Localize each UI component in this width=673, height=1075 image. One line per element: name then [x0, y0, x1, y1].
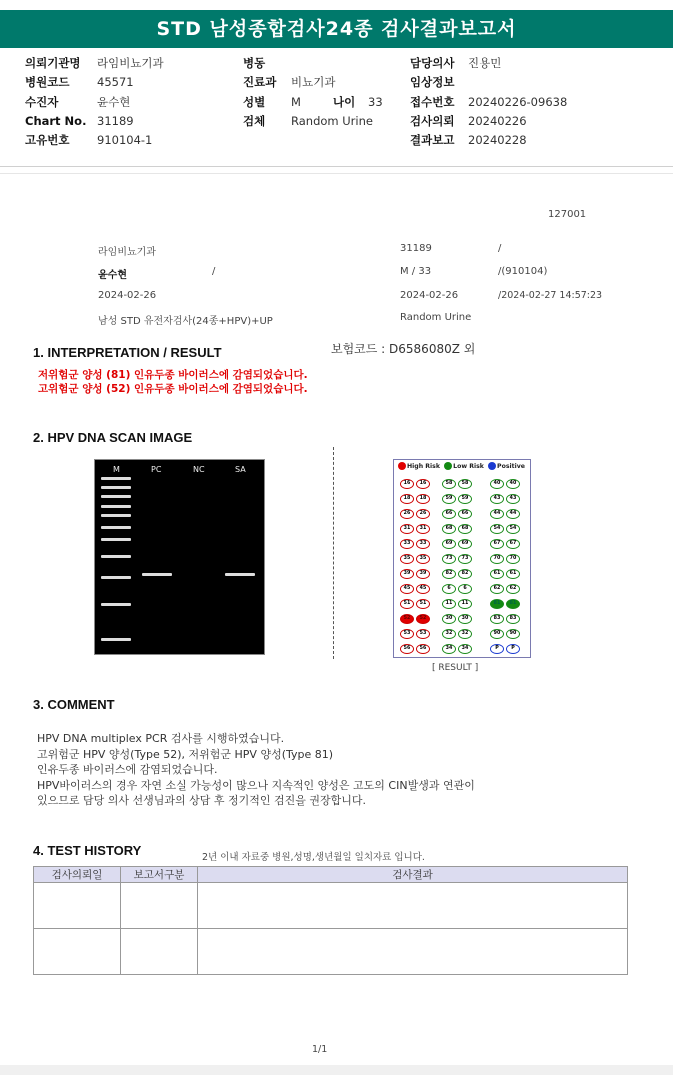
history-table	[33, 866, 628, 975]
hpv-probe-spot: 67	[506, 539, 520, 549]
hpv-probe-spot: 40	[490, 479, 504, 489]
comment-line: HPV바이러스의 경우 자연 소실 가능성이 많으나 지속적인 양성은 고도의 CIN발생과 연관이	[37, 778, 475, 792]
sample-band	[225, 573, 255, 576]
hpv-probe-spot: 34	[442, 644, 456, 654]
hpv-probe-spot: 26	[416, 509, 430, 519]
lane-label: PC	[151, 465, 162, 474]
hpv-probe-spot: 83	[490, 614, 504, 624]
marker-band	[101, 505, 131, 508]
section-history-title: 4. TEST HISTORY	[33, 843, 142, 858]
chip-legend	[396, 462, 525, 470]
hpv-probe-spot: 53	[400, 629, 414, 639]
hpv-probe-spot: 16	[416, 479, 430, 489]
hpv-probe-spot: 43	[506, 494, 520, 504]
hpv-probe-spot: 11	[442, 599, 456, 609]
header-col-2	[243, 54, 383, 131]
hpv-probe-spot: 73	[458, 554, 472, 564]
hpv-probe-spot: 59	[458, 494, 472, 504]
header-value: 45571	[97, 75, 134, 90]
hpv-probe-spot: 16	[400, 479, 414, 489]
info-test: 남성 STD 유전자검사(24종+HPV)+UP	[98, 316, 273, 327]
hpv-probe-spot: 33	[400, 539, 414, 549]
marker-band	[101, 638, 131, 641]
header-label: 접수번호	[410, 94, 455, 109]
hpv-probe-spot: 51	[416, 599, 430, 609]
marker-band	[101, 538, 131, 541]
info-clinic: 라임비뇨기과	[98, 247, 156, 258]
hpv-probe-spot: 11	[458, 599, 472, 609]
pc-band	[142, 573, 172, 576]
hpv-probe-spot: 18	[400, 494, 414, 504]
hpv-probe-spot: 51	[400, 599, 414, 609]
info-date: 2024-02-26	[400, 290, 459, 301]
hpv-probe-spot: 45	[400, 584, 414, 594]
history-note: 2년 이내 자료중 병원,성명,생년월일 일치자료 입니다.	[202, 852, 425, 863]
age-label: 나이	[333, 94, 356, 109]
hpv-probe-spot: 31	[400, 524, 414, 534]
info-patient: 윤수현	[98, 270, 127, 281]
marker-band	[101, 576, 131, 579]
hpv-probe-spot: 90	[490, 629, 504, 639]
comment-text	[37, 731, 475, 809]
hpv-probe-spot: 68	[458, 524, 472, 534]
hpv-probe-spot: 26	[400, 509, 414, 519]
hpv-probe-spot: 82	[442, 569, 456, 579]
hpv-probe-spot: 83	[506, 614, 520, 624]
hpv-probe-spot: 30	[458, 614, 472, 624]
header-label: 병동	[243, 56, 266, 70]
hpv-probe-spot: 70	[506, 554, 520, 564]
legend-positive: Positive	[497, 463, 525, 470]
hpv-probe-spot: 30	[442, 614, 456, 624]
legend-low: Low Risk	[453, 463, 484, 470]
header-value: 비뇨기과	[291, 75, 336, 90]
section-comment-title: 3. COMMENT	[33, 697, 115, 712]
header-value: 20240228	[468, 133, 527, 148]
hpv-probe-spot: 61	[506, 569, 520, 579]
comment-line: HPV DNA multiplex PCR 검사를 시행하였습니다.	[37, 732, 285, 745]
info-chart: 31189	[400, 243, 432, 254]
header-label: 진료과	[243, 75, 277, 90]
comment-line: 고위험군 HPV 양성(Type 52), 저위험군 HPV 양성(Type 81)	[37, 747, 334, 761]
hpv-dna-chip	[393, 459, 531, 658]
hpv-probe-spot: 34	[458, 644, 472, 654]
hpv-probe-spot: 33	[416, 539, 430, 549]
header-label: 의뢰기관명	[25, 56, 81, 70]
header-label: 결과보고	[410, 133, 455, 148]
info-sex-age: M / 33	[400, 266, 432, 277]
report-title: STD 남성종합검사24종 검사결과보고서	[0, 10, 673, 48]
header-label: 고유번호	[25, 133, 70, 148]
legend-high: High Risk	[407, 463, 440, 470]
hpv-probe-spot: 54	[506, 524, 520, 534]
hpv-probe-spot: 53	[416, 629, 430, 639]
info-date: 2024-02-26	[98, 290, 157, 301]
hpv-probe-spot: 35	[400, 554, 414, 564]
hpv-probe-spot: 39	[416, 569, 430, 579]
hpv-probe-spot: 40	[506, 479, 520, 489]
hpv-probe-spot: 61	[490, 569, 504, 579]
hpv-probe-spot: 32	[458, 629, 472, 639]
hpv-probe-spot: 62	[506, 584, 520, 594]
hpv-probe-spot: 45	[416, 584, 430, 594]
header-value: 라임비뇨기과	[97, 56, 164, 70]
header-divider-2	[0, 173, 673, 174]
table-row	[34, 929, 628, 975]
marker-band	[101, 486, 131, 489]
hpv-probe-spot: 35	[416, 554, 430, 564]
header-value: Random Urine	[291, 113, 373, 128]
header-value: 진용민	[468, 56, 502, 70]
hpv-probe-spot: 6	[458, 584, 472, 594]
hpv-probe-spot: P	[506, 644, 520, 654]
header-label: 임상정보	[410, 75, 455, 90]
hpv-probe-spot: 56	[416, 644, 430, 654]
positive-dot-icon	[488, 462, 496, 470]
header-label: 수진자	[25, 94, 59, 109]
table-row	[34, 883, 628, 929]
hpv-probe-spot: 18	[416, 494, 430, 504]
header-label: Chart No.	[25, 113, 87, 128]
info-specimen: Random Urine	[400, 312, 472, 323]
hpv-probe-spot: 43	[490, 494, 504, 504]
header-label: 담당의사	[410, 56, 455, 70]
hpv-probe-spot: 39	[400, 569, 414, 579]
hpv-probe-spot: 56	[400, 644, 414, 654]
age-value: 33	[368, 94, 383, 109]
result-line: 고위험군 양성 (52) 인유두종 바이러스에 감염되었습니다.	[38, 383, 308, 395]
history-col-header: 보고서구분	[121, 867, 198, 883]
hpv-probe-spot: 6	[442, 584, 456, 594]
history-col-header: 검사의뢰일	[34, 867, 121, 883]
hpv-probe-spot: 66	[458, 509, 472, 519]
hpv-probe-spot: 82	[458, 569, 472, 579]
hpv-probe-spot: 54	[490, 524, 504, 534]
hpv-probe-spot: P	[490, 644, 504, 654]
header-col-1	[25, 54, 164, 150]
hpv-probe-spot: 52	[400, 614, 414, 624]
gel-electrophoresis-image	[94, 459, 265, 655]
hpv-probe-spot: 67	[490, 539, 504, 549]
hpv-probe-spot: 90	[506, 629, 520, 639]
hpv-probe-spot: 52	[416, 614, 430, 624]
header-label: 성별	[243, 94, 266, 109]
hpv-probe-spot: 73	[442, 554, 456, 564]
hpv-probe-spot: 66	[442, 509, 456, 519]
low-risk-dot-icon	[444, 462, 452, 470]
hpv-probe-spot: 69	[458, 539, 472, 549]
header-value: 31189	[97, 113, 134, 128]
marker-band	[101, 477, 131, 480]
marker-band	[101, 495, 131, 498]
hpv-probe-spot: 59	[442, 494, 456, 504]
header-value: 윤수현	[97, 94, 131, 109]
hpv-probe-spot: 69	[442, 539, 456, 549]
lane-label: M	[113, 465, 120, 474]
hpv-probe-spot: 58	[458, 479, 472, 489]
hpv-probe-spot: 31	[416, 524, 430, 534]
info-idno: /(910104)	[498, 266, 548, 277]
comment-line: 인유두종 바이러스에 감염되었습니다.	[37, 763, 218, 776]
hpv-probe-spot: 58	[442, 479, 456, 489]
hpv-probe-spot: 70	[490, 554, 504, 564]
insurance-code: 보험코드 : D6586080Z 외	[331, 342, 476, 356]
header-label: 검체	[243, 113, 266, 128]
header-value: M	[291, 94, 301, 109]
hpv-probe-spot: 62	[490, 584, 504, 594]
header-label: 병원코드	[25, 75, 70, 90]
section-scan-title: 2. HPV DNA SCAN IMAGE	[33, 430, 193, 445]
header-divider	[0, 166, 673, 167]
marker-band	[101, 603, 131, 606]
divider-dashed	[333, 447, 334, 659]
header-col-3	[410, 54, 567, 150]
hpv-probe-spot: 44	[506, 509, 520, 519]
marker-band	[101, 514, 131, 517]
report-id: 127001	[548, 209, 587, 220]
header-value: 910104-1	[97, 133, 153, 148]
hpv-probe-spot: 81	[506, 599, 520, 609]
hpv-probe-spot: 68	[442, 524, 456, 534]
page-number: 1/1	[312, 1044, 328, 1055]
hpv-probe-spot: 44	[490, 509, 504, 519]
marker-band	[101, 526, 131, 529]
comment-line: 있으므로 담당 의사 선생님과의 상담 후 정기적인 검진을 권장합니다.	[37, 794, 366, 807]
history-col-header: 검사결과	[198, 867, 628, 883]
lane-label: SA	[235, 465, 246, 474]
header-label: 검사의뢰	[410, 113, 455, 128]
hpv-probe-spot: 81	[490, 599, 504, 609]
header-value: 20240226-09638	[468, 94, 568, 109]
header-value: 20240226	[468, 113, 527, 128]
info-slash: /	[212, 266, 216, 277]
section-interpretation-title: 1. INTERPRETATION / RESULT	[33, 345, 222, 360]
info-datetime: /2024-02-27 14:57:23	[498, 290, 603, 301]
result-caption: [ RESULT ]	[432, 663, 479, 673]
result-line: 저위험군 양성 (81) 인유두종 바이러스에 감염되었습니다.	[38, 369, 308, 381]
marker-band	[101, 555, 131, 558]
hpv-probe-spot: 32	[442, 629, 456, 639]
lane-label: NC	[193, 465, 205, 474]
info-slash: /	[498, 243, 502, 254]
high-risk-dot-icon	[398, 462, 406, 470]
